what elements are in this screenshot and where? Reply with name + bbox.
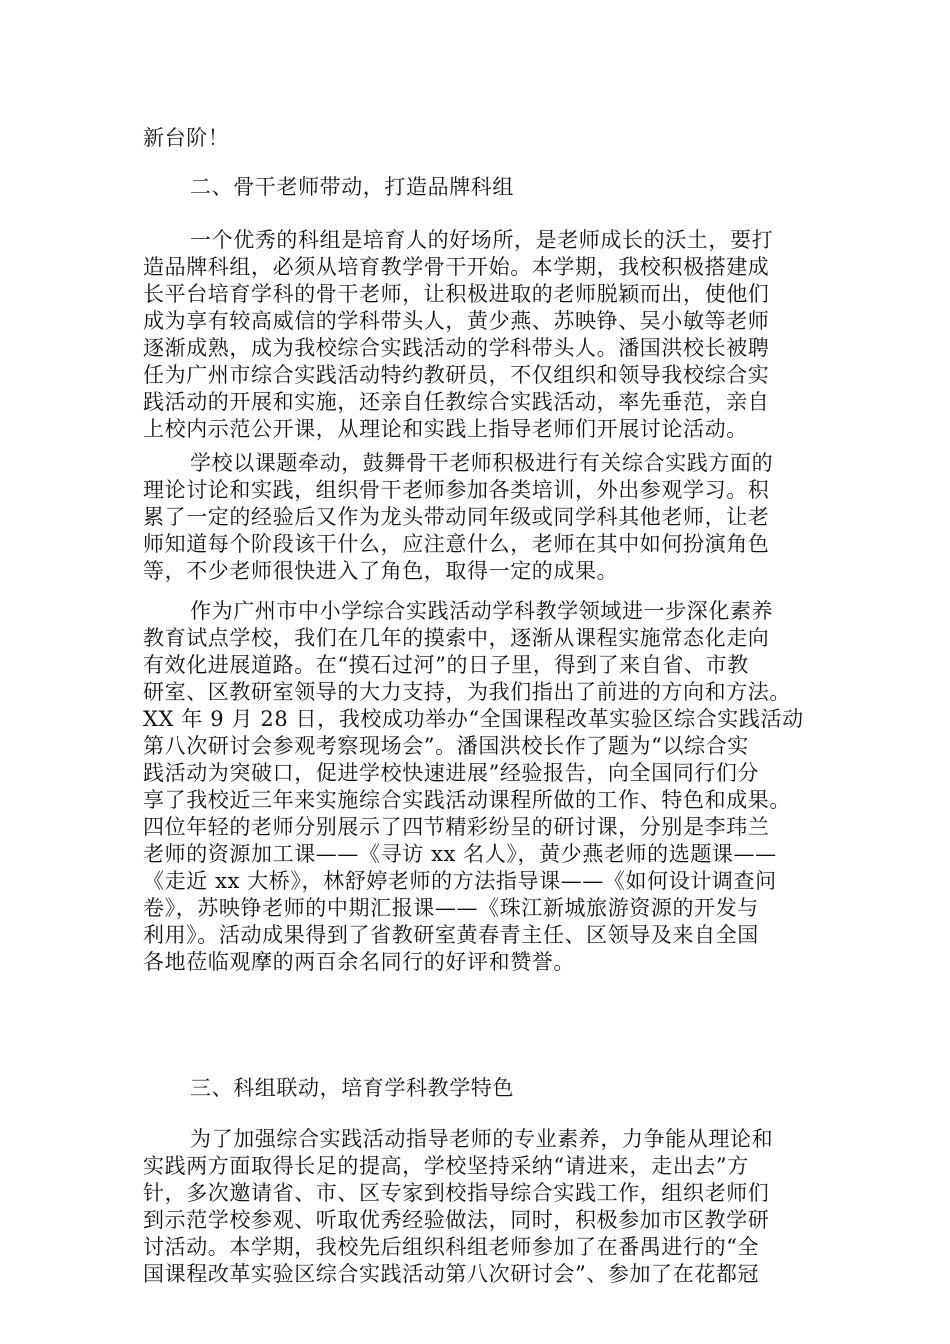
text-line: 针，多次邀请省、市、区专家到校指导综合实践工作，组织老师们 [143,1181,770,1205]
text-line: 累了一定的经验后又作为龙头带动同年级或同学科其他老师，让老 [143,505,770,529]
text-line: 理论讨论和实践，组织骨干老师参加各类培训，外出参观学习。积 [143,478,770,502]
text-line: 享了我校近三年来实施综合实践活动课程所做的工作、特色和成果。 [143,788,791,812]
text-line: 四位年轻的老师分别展示了四节精彩纷呈的研讨课，分别是李玮兰 [143,815,770,839]
text-line: 到示范学校参观、听取优秀经验做法，同时，积极参加市区教学研 [143,1208,770,1232]
text-line: 有效化进展道路。在“摸石过河”的日子里，得到了来自省、市教 [143,653,749,677]
text-line: 卷》，苏映铮老师的中期汇报课——《珠江新城旅游资源的开发与 [143,896,759,920]
text-line: 利用》。活动成果得到了省教研室黄春青主任、区领导及来自全国 [143,923,759,947]
text-line: 新台阶！ [143,126,230,150]
text-line: 长平台培育学科的骨干老师，让积极进取的老师脱颖而出，使他们 [143,282,770,306]
text-line: XX 年 9 月 28 日，我校成功举办“全国课程改革实验区综合实践活动 [143,707,804,731]
text-line: 学校以课题牵动，鼓舞骨干老师积极进行有关综合实践方面的 [190,451,774,475]
text-line: 践活动的开展和实施，还亲自任教综合实践活动，率先垂范，亲自 [143,390,770,414]
text-line: 成为享有较高威信的学科带头人，黄少燕、苏映铮、吴小敏等老师 [143,309,770,333]
text-line: 任为广州市综合实践活动特约教研员，不仅组织和领导我校综合实 [143,363,770,387]
text-line: 《走近 xx 大桥》，林舒婷老师的方法指导课——《如何设计调查问 [143,869,777,893]
text-line: 等，不少老师很快进入了角色，取得一定的成果。 [143,559,619,583]
text-line: 一个优秀的科组是培育人的好场所，是老师成长的沃土，要打 [190,228,774,252]
text-line: 国课程改革实验区综合实践活动第八次研讨会”、参加了在花都冠 [143,1262,760,1286]
text-line: 为了加强综合实践活动指导老师的专业素养，力争能从理论和 [190,1127,774,1151]
text-line: 实践两方面取得长足的提高，学校坚持采纳“请进来，走出去”方 [143,1154,749,1178]
text-line: 上校内示范公开课，从理论和实践上指导老师们开展讨论活动。 [143,417,748,441]
text-line: 老师的资源加工课——《寻访 xx 名人》，黄少燕老师的选题课—— [143,842,777,866]
text-line: 践活动为突破口，促进学校快速进展”经验报告，向全国同行们分 [143,761,760,785]
text-line: 造品牌科组，必须从培育教学骨干开始。本学期，我校积极搭建成 [143,255,770,279]
text-line: 各地莅临观摩的两百余名同行的好评和赞誉。 [143,950,575,974]
text-line: 第八次研讨会参观考察现场会”。潘国洪校长作了题为“以综合实 [143,734,749,758]
text-line: 教育试点学校，我们在几年的摸索中，逐渐从课程实施常态化走向 [143,626,770,650]
text-line: 研室、区教研室领导的大力支持，为我们指出了前进的方向和方法。 [143,680,791,704]
text-line: 师知道每个阶段该干什么，应注意什么，老师在其中如何扮演角色 [143,532,770,556]
text-line: 作为广州市中小学综合实践活动学科教学领域进一步深化素养 [190,599,774,623]
section-heading: 三、科组联动，培育学科教学特色 [190,1076,514,1100]
text-line: 逐渐成熟，成为我校综合实践活动的学科带头人。潘国洪校长被聘 [143,336,770,360]
section-heading: 二、骨干老师带动，打造品牌科组 [190,175,514,199]
text-line: 讨活动。本学期，我校先后组织科组老师参加了在番禺进行的“全 [143,1235,760,1259]
